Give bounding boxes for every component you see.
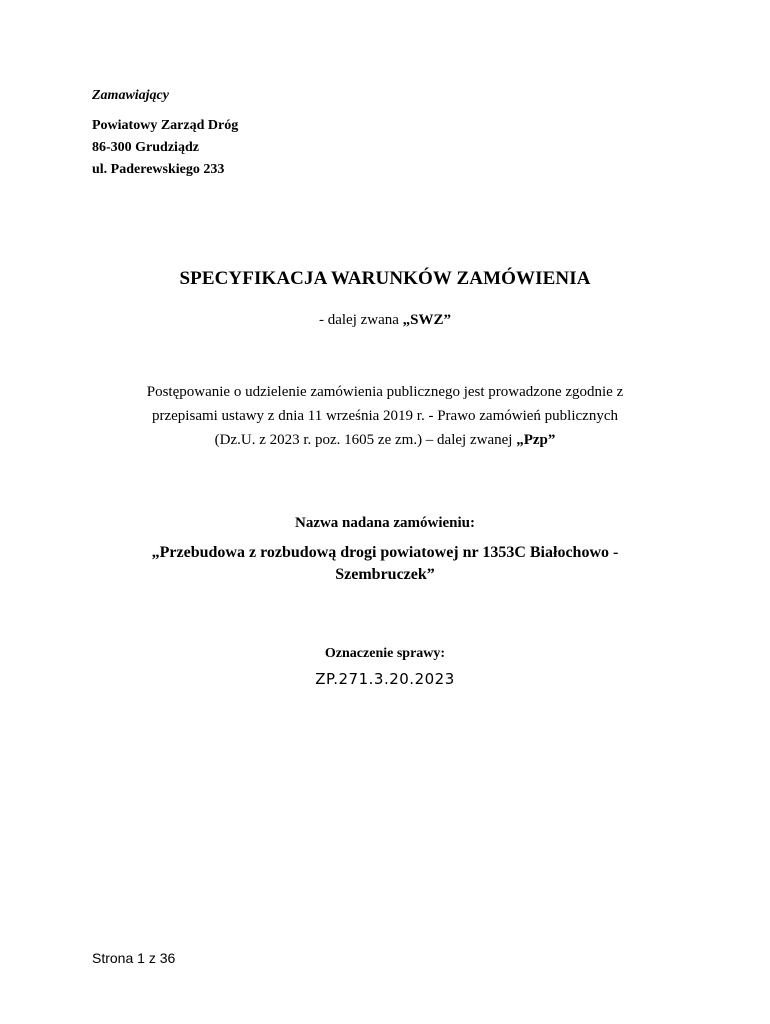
case-reference-label: Oznaczenie sprawy:: [324, 646, 446, 661]
case-reference-number: ZP.271.3.20.2023: [315, 670, 455, 688]
legal-basis-paragraph: [100, 380, 670, 452]
page-number: Strona 1 z 36: [92, 950, 176, 966]
subtitle-prefix: - dalej zwana: [318, 312, 403, 328]
legal-basis-line-3: [100, 428, 670, 452]
authority-street: ul. Paderewskiego 233: [92, 162, 225, 177]
document-title: SPECYFIKACJA WARUNKÓW ZAMÓWIENIA: [179, 268, 591, 289]
order-name-label: Nazwa nadana zamówieniu:: [294, 515, 475, 531]
subtitle-abbreviation: „SWZ”: [402, 312, 452, 328]
order-name-line-1: „Przebudowa z rozbudową drogi powiatowej nr 1353C Białochowo -: [151, 544, 619, 561]
legal-basis-abbreviation: „Pzp”: [516, 432, 556, 448]
order-name-line-2: Szembruczek”: [335, 566, 435, 583]
legal-basis-line-1: Postępowanie o udzielenie zamówienia publicznego jest prowadzone zgodnie z: [146, 384, 624, 400]
order-name: [110, 542, 660, 586]
document-subtitle: [0, 312, 770, 329]
contracting-authority-label: Zamawiający: [92, 88, 169, 103]
authority-postal-city: 86-300 Grudziądz: [92, 140, 199, 155]
authority-name: Powiatowy Zarząd Dróg: [92, 118, 239, 133]
legal-basis-line-2: przepisami ustawy z dnia 11 września 2019 r. - Prawo zamówień publicznych: [152, 408, 618, 424]
legal-basis-line-3-text: (Dz.U. z 2023 r. poz. 1605 ze zm.) – dalej zwanej: [214, 432, 517, 448]
